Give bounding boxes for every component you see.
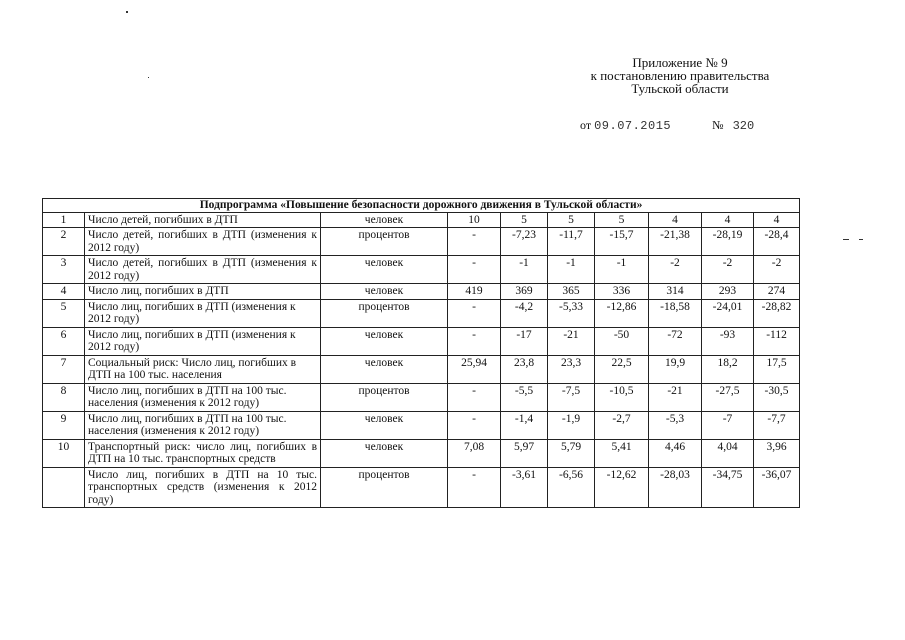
value-cell: - <box>448 411 501 439</box>
value-cell: - <box>448 256 501 284</box>
value-cell: -4,2 <box>501 299 548 327</box>
value-cell: 5 <box>548 212 595 228</box>
value-cell: 4 <box>649 212 702 228</box>
value-cell: 5 <box>501 212 548 228</box>
value-cell: -72 <box>649 327 702 355</box>
value-cell: -5,3 <box>649 411 702 439</box>
value-cell: -2 <box>702 256 754 284</box>
table-row <box>43 411 800 439</box>
unit-cell: человек <box>321 439 448 467</box>
value-cell: -17 <box>501 327 548 355</box>
value-cell: -11,7 <box>548 228 595 256</box>
value-cell: -50 <box>595 327 649 355</box>
row-number <box>43 467 85 508</box>
value-cell: -12,62 <box>595 467 649 508</box>
value-cell: 5,97 <box>501 439 548 467</box>
indicator-name: Число детей, погибших в ДТП (изменения к 2012 году) <box>85 256 321 284</box>
value-cell: -7 <box>702 411 754 439</box>
unit-cell: человек <box>321 212 448 228</box>
value-cell: -18,58 <box>649 299 702 327</box>
row-number: 7 <box>43 355 85 383</box>
value-cell: 19,9 <box>649 355 702 383</box>
table-row <box>43 228 800 256</box>
value-cell: 336 <box>595 284 649 300</box>
value-cell: -21,38 <box>649 228 702 256</box>
table-row <box>43 327 800 355</box>
value-cell: 419 <box>448 284 501 300</box>
value-cell: 22,5 <box>595 355 649 383</box>
row-number: 3 <box>43 256 85 284</box>
value-cell: 10 <box>448 212 501 228</box>
value-cell: - <box>448 228 501 256</box>
value-cell: 4,04 <box>702 439 754 467</box>
value-cell: - <box>448 383 501 411</box>
value-cell: -1,4 <box>501 411 548 439</box>
indicator-name: Число лиц, погибших в ДТП на 10 тыс. транспортных средств (изменения к 2012 году) <box>85 467 321 508</box>
value-cell: 17,5 <box>754 355 800 383</box>
value-cell: -2,7 <box>595 411 649 439</box>
decree-date: 09.07.2015 <box>594 119 672 133</box>
unit-cell: человек <box>321 256 448 284</box>
value-cell: -15,7 <box>595 228 649 256</box>
value-cell: 274 <box>754 284 800 300</box>
value-cell: 4 <box>702 212 754 228</box>
unit-cell: человек <box>321 284 448 300</box>
indicator-name: Транспортный риск: число лиц, погибших в ДТП на 10 тыс. транспортных средств <box>85 439 321 467</box>
scan-speck <box>859 239 863 240</box>
value-cell: -21 <box>649 383 702 411</box>
value-cell: -2 <box>649 256 702 284</box>
value-cell: -93 <box>702 327 754 355</box>
value-cell: -36,07 <box>754 467 800 508</box>
unit-cell: человек <box>321 355 448 383</box>
indicator-name: Социальный риск: Число лиц, погибших в ДТП на 100 тыс. населения <box>85 355 321 383</box>
row-number: 5 <box>43 299 85 327</box>
document-header <box>560 56 800 95</box>
value-cell: -27,5 <box>702 383 754 411</box>
value-cell: -21 <box>548 327 595 355</box>
indicator-name: Число детей, погибших в ДТП <box>85 212 321 228</box>
value-cell: 23,3 <box>548 355 595 383</box>
value-cell: 293 <box>702 284 754 300</box>
indicator-name: Число лиц, погибших в ДТП <box>85 284 321 300</box>
value-cell: 369 <box>501 284 548 300</box>
unit-cell: процентов <box>321 467 448 508</box>
scan-speck <box>126 11 128 13</box>
row-number: 4 <box>43 284 85 300</box>
unit-cell: человек <box>321 411 448 439</box>
decree-reference: к постановлению правительства <box>590 68 770 83</box>
subprogram-title: Подпрограмма «Повышение безопасности дорожного движения в Тульской области» <box>43 199 800 213</box>
value-cell: -28,19 <box>702 228 754 256</box>
number-label: № <box>712 118 724 132</box>
unit-cell: процентов <box>321 299 448 327</box>
row-number: 10 <box>43 439 85 467</box>
value-cell: 365 <box>548 284 595 300</box>
indicator-name: Число лиц, погибших в ДТП (изменения к 2012 году) <box>85 299 321 327</box>
value-cell: -5,5 <box>501 383 548 411</box>
value-cell: - <box>448 299 501 327</box>
unit-cell: процентов <box>321 383 448 411</box>
value-cell: 18,2 <box>702 355 754 383</box>
value-cell: 4,46 <box>649 439 702 467</box>
unit-cell: процентов <box>321 228 448 256</box>
region-name: Тульской области <box>631 81 729 96</box>
appendix-number: Приложение № 9 <box>632 55 728 70</box>
value-cell: -5,33 <box>548 299 595 327</box>
row-number: 8 <box>43 383 85 411</box>
table-row <box>43 383 800 411</box>
row-number: 1 <box>43 212 85 228</box>
table-title-row <box>43 199 800 213</box>
date-label: от <box>580 118 592 132</box>
value-cell: -28,4 <box>754 228 800 256</box>
value-cell: 5 <box>595 212 649 228</box>
value-cell: -1,9 <box>548 411 595 439</box>
value-cell: - <box>448 467 501 508</box>
value-cell: 7,08 <box>448 439 501 467</box>
indicator-name: Число лиц, погибших в ДТП (изменения к 2012 году) <box>85 327 321 355</box>
value-cell: 25,94 <box>448 355 501 383</box>
value-cell: -112 <box>754 327 800 355</box>
value-cell: -30,5 <box>754 383 800 411</box>
table-row <box>43 212 800 228</box>
value-cell: 5,79 <box>548 439 595 467</box>
scan-speck <box>148 77 149 78</box>
value-cell: -28,82 <box>754 299 800 327</box>
value-cell: -28,03 <box>649 467 702 508</box>
indicator-name: Число детей, погибших в ДТП (изменения к 2012 году) <box>85 228 321 256</box>
value-cell: -7,7 <box>754 411 800 439</box>
row-number: 2 <box>43 228 85 256</box>
value-cell: -7,23 <box>501 228 548 256</box>
value-cell: -24,01 <box>702 299 754 327</box>
scan-speck <box>843 239 849 240</box>
value-cell: -3,61 <box>501 467 548 508</box>
value-cell: 5,41 <box>595 439 649 467</box>
value-cell: -1 <box>595 256 649 284</box>
value-cell: 3,96 <box>754 439 800 467</box>
value-cell: -34,75 <box>702 467 754 508</box>
value-cell: -12,86 <box>595 299 649 327</box>
value-cell: -1 <box>501 256 548 284</box>
table-row <box>43 467 800 508</box>
table-row <box>43 256 800 284</box>
value-cell: 314 <box>649 284 702 300</box>
value-cell: - <box>448 327 501 355</box>
table-row <box>43 355 800 383</box>
decree-date-number <box>580 118 754 133</box>
value-cell: -10,5 <box>595 383 649 411</box>
row-number: 9 <box>43 411 85 439</box>
table-row <box>43 284 800 300</box>
row-number: 6 <box>43 327 85 355</box>
value-cell: -7,5 <box>548 383 595 411</box>
value-cell: 4 <box>754 212 800 228</box>
table-row <box>43 439 800 467</box>
indicator-name: Число лиц, погибших в ДТП на 100 тыс. населения (изменения к 2012 году) <box>85 411 321 439</box>
value-cell: 23,8 <box>501 355 548 383</box>
value-cell: -2 <box>754 256 800 284</box>
unit-cell: человек <box>321 327 448 355</box>
value-cell: -6,56 <box>548 467 595 508</box>
value-cell: -1 <box>548 256 595 284</box>
indicators-table <box>42 198 800 508</box>
table-row <box>43 299 800 327</box>
decree-number: 320 <box>732 119 755 133</box>
indicator-name: Число лиц, погибших в ДТП на 100 тыс. населения (изменения к 2012 году) <box>85 383 321 411</box>
